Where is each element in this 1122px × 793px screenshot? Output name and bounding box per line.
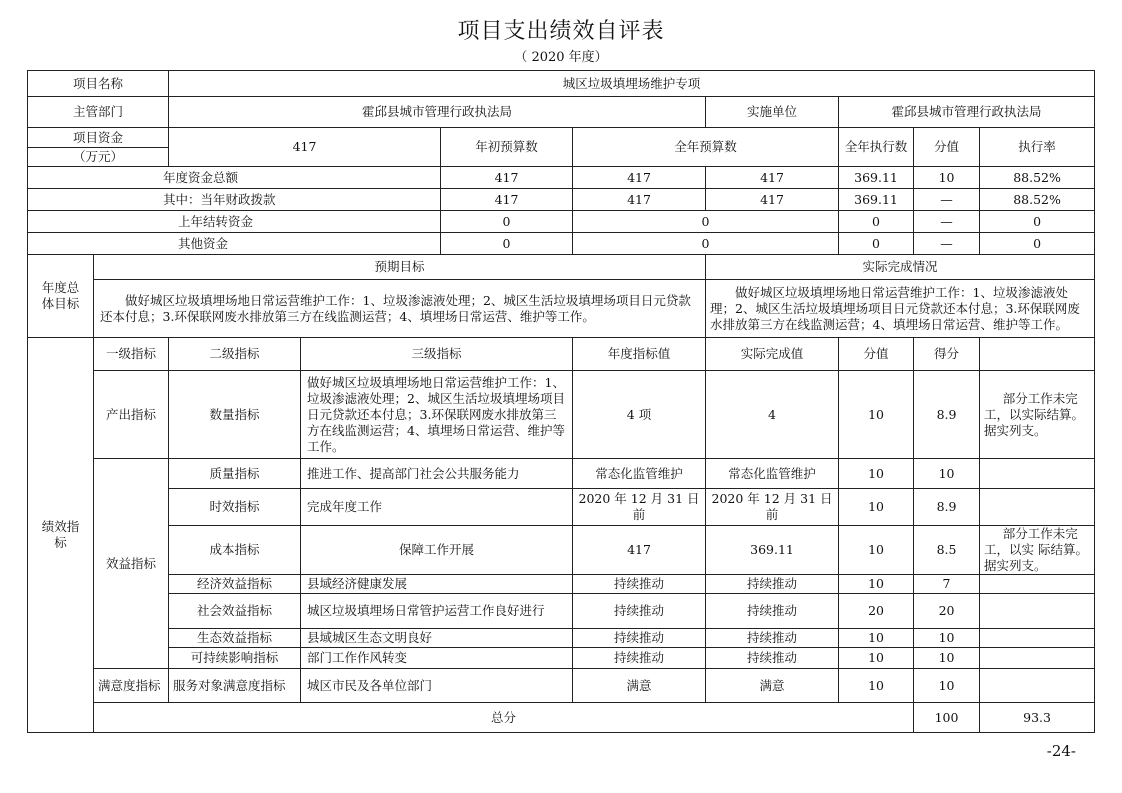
impl-value: 霍邱县城市管理行政执法局: [839, 97, 1095, 128]
row-funds-carryover: [28, 211, 1095, 233]
indicator-score: 20: [914, 594, 980, 629]
funds-label: [28, 128, 169, 167]
col-annual-exec: 全年执行数: [839, 128, 914, 167]
row-output-quantity: [28, 371, 1095, 459]
indicator-note: [980, 489, 1095, 526]
indicator-note: 部分工作未完工，以实 际结算。据实列支。: [980, 526, 1095, 575]
total-weight: 100: [914, 703, 980, 733]
col-weight: 分值: [914, 128, 980, 167]
indicator-score: 10: [914, 669, 980, 703]
perf-col-l2: 二级指标: [169, 338, 301, 371]
funds-exec: 0: [839, 211, 914, 233]
dept-value: 霍邱县城市管理行政执法局: [169, 97, 706, 128]
indicator-target: 417: [573, 526, 706, 575]
row-goals-content: [28, 280, 1095, 338]
funds-row-label: 其他资金: [28, 233, 441, 255]
indicator-note: [980, 575, 1095, 594]
indicator-l3: 完成年度工作: [301, 489, 573, 526]
goals-label: 年度总体目标: [28, 255, 94, 338]
perf-col-actual: 实际完成值: [706, 338, 839, 371]
row-perf-header: [28, 338, 1095, 371]
funds-exec: 0: [839, 233, 914, 255]
actual-result-text: 做好城区垃圾填埋场地日常运营维护工作：1、垃圾渗滤液处理；2、城区生活垃圾填埋场项目日元贷款还本付息；3.环保联网废水排放第三方在线监测运营；4、填埋场日常运营、维护等工作。: [706, 280, 1095, 338]
indicator-l3: 县域城区生态文明良好: [301, 629, 573, 648]
project-name-value: 城区垃圾填埋场维护专项: [169, 71, 1095, 97]
indicator-weight: 10: [839, 648, 914, 669]
indicator-l2: 服务对象满意度指标: [169, 669, 301, 703]
indicator-weight: 10: [839, 526, 914, 575]
indicator-note: [980, 459, 1095, 489]
indicator-note: 部分工作未完工，以实际结算。据实列支。: [980, 371, 1095, 459]
row-effect-quality: [28, 459, 1095, 489]
indicator-target: 满意: [573, 669, 706, 703]
expected-goal-label: 预期目标: [94, 255, 706, 280]
row-total: [28, 703, 1095, 733]
funds-rate: 0: [980, 211, 1095, 233]
evaluation-table: [27, 70, 1095, 733]
indicator-l3: 部门工作作风转变: [301, 648, 573, 669]
indicator-score: 8.5: [914, 526, 980, 575]
indicator-actual: 持续推动: [706, 594, 839, 629]
perf-col-weight: 分值: [839, 338, 914, 371]
row-effect-cost: [28, 526, 1095, 575]
funds-initial: 417: [441, 189, 573, 211]
row-effect-ecological: [28, 629, 1095, 648]
indicator-weight: 10: [839, 371, 914, 459]
indicator-l3: 城区垃圾填埋场日常管护运营工作良好进行: [301, 594, 573, 629]
indicator-l3: 城区市民及各单位部门: [301, 669, 573, 703]
indicator-weight: 10: [839, 575, 914, 594]
indicator-target: 持续推动: [573, 648, 706, 669]
funds-initial: 0: [441, 233, 573, 255]
indicator-target: 持续推动: [573, 629, 706, 648]
row-funds-header: [28, 128, 1095, 167]
funds-row-label: 年度资金总额: [28, 167, 441, 189]
year-line: （ 2020 年度）: [514, 50, 608, 65]
funds-weight: —: [914, 233, 980, 255]
indicator-note: [980, 594, 1095, 629]
indicator-score: 10: [914, 459, 980, 489]
funds-initial: 417: [441, 167, 573, 189]
output-l1: 产出指标: [94, 371, 169, 459]
row-effect-timeliness: [28, 489, 1095, 526]
row-funds-fiscal: [28, 189, 1095, 211]
funds-label-line1: 项目资金: [28, 129, 168, 148]
funds-label-line2: （万元）: [73, 148, 124, 164]
perf-col-l3: 三级指标: [301, 338, 573, 371]
indicator-l2: 数量指标: [169, 371, 301, 459]
funds-annual: 0: [573, 211, 839, 233]
page-title: 项目支出绩效自评表: [457, 19, 665, 44]
indicator-actual: 2020 年 12 月 31 日前: [706, 489, 839, 526]
indicator-l2: 经济效益指标: [169, 575, 301, 594]
indicator-score: 8.9: [914, 371, 980, 459]
indicator-score: 8.9: [914, 489, 980, 526]
dept-label: 主管部门: [28, 97, 169, 128]
row-effect-sustainable: [28, 648, 1095, 669]
funds-rate: 88.52%: [980, 189, 1095, 211]
project-name-label: 项目名称: [28, 71, 169, 97]
funds-rate: 88.52%: [980, 167, 1095, 189]
expected-goal-text: 做好城区垃圾填埋场地日常运营维护工作：1、垃圾渗滤液处理；2、城区生活垃圾填埋场项目日元贷款还本付息；3.环保联网废水排放第三方在线监测运营；4、填埋场日常运营、维护等工作。: [94, 280, 706, 338]
funds-row-label: 上年结转资金: [28, 211, 441, 233]
funds-annual-a: 417: [573, 167, 706, 189]
perf-col-target: 年度指标值: [573, 338, 706, 371]
indicator-note: [980, 648, 1095, 669]
indicator-actual: 369.11: [706, 526, 839, 575]
col-initial-budget: 年初预算数: [441, 128, 573, 167]
actual-result-label: 实际完成情况: [706, 255, 1095, 280]
total-label: 总分: [94, 703, 914, 733]
row-effect-social: [28, 594, 1095, 629]
indicator-note: [980, 669, 1095, 703]
page-number: -24-: [1046, 742, 1076, 760]
funds-exec: 369.11: [839, 167, 914, 189]
indicator-note: [980, 629, 1095, 648]
col-exec-rate: 执行率: [980, 128, 1095, 167]
perf-label: 绩效指标: [28, 338, 94, 733]
row-satisfaction: [28, 669, 1095, 703]
indicator-actual: 常态化监管维护: [706, 459, 839, 489]
indicator-target: 4 项: [573, 371, 706, 459]
impl-label: 实施单位: [706, 97, 839, 128]
indicator-l2: 可持续影响指标: [169, 648, 301, 669]
row-effect-economic: [28, 575, 1095, 594]
indicator-weight: 10: [839, 489, 914, 526]
indicator-l3: 做好城区垃圾填埋场地日常运营维护工作：1、垃圾渗滤液处理；2、城区生活垃圾填埋场项目日元贷款还本付息；3.环保联网废水排放第三方在线监测运营；4、填埋场日常运营、维护等工作。: [301, 371, 573, 459]
indicator-target: 2020 年 12 月 31 日前: [573, 489, 706, 526]
indicator-l2: 生态效益指标: [169, 629, 301, 648]
indicator-weight: 10: [839, 629, 914, 648]
perf-col-l1: 一级指标: [94, 338, 169, 371]
funds-row-label: 其中：当年财政拨款: [28, 189, 441, 211]
funds-annual-a: 417: [573, 189, 706, 211]
indicator-target: 持续推动: [573, 575, 706, 594]
perf-col-note: [980, 338, 1095, 371]
indicator-weight: 10: [839, 669, 914, 703]
indicator-score: 10: [914, 648, 980, 669]
indicator-l2: 社会效益指标: [169, 594, 301, 629]
indicator-actual: 持续推动: [706, 648, 839, 669]
perf-col-score: 得分: [914, 338, 980, 371]
indicator-l2: 质量指标: [169, 459, 301, 489]
row-funds-total: [28, 167, 1095, 189]
indicator-target: 持续推动: [573, 594, 706, 629]
effect-l1: 效益指标: [94, 459, 169, 669]
funds-annual-b: 417: [706, 167, 839, 189]
funds-initial: 0: [441, 211, 573, 233]
indicator-l3: 推进工作、提高部门社会公共服务能力: [301, 459, 573, 489]
satisfaction-l1: 满意度指标: [94, 669, 169, 703]
funds-annual-b: 417: [706, 189, 839, 211]
indicator-score: 10: [914, 629, 980, 648]
indicator-target: 常态化监管维护: [573, 459, 706, 489]
indicator-l2: 成本指标: [169, 526, 301, 575]
indicator-l3: 保障工作开展: [301, 526, 573, 575]
row-goals-header: [28, 255, 1095, 280]
funds-weight: —: [914, 189, 980, 211]
funds-exec: 369.11: [839, 189, 914, 211]
funds-annual: 0: [573, 233, 839, 255]
indicator-actual: 4: [706, 371, 839, 459]
indicator-actual: 持续推动: [706, 629, 839, 648]
total-score: 93.3: [980, 703, 1095, 733]
indicator-l2: 时效指标: [169, 489, 301, 526]
col-annual-budget: 全年预算数: [573, 128, 839, 167]
indicator-actual: 持续推动: [706, 575, 839, 594]
row-project-name: [28, 71, 1095, 97]
indicator-score: 7: [914, 575, 980, 594]
funds-weight: —: [914, 211, 980, 233]
indicator-actual: 满意: [706, 669, 839, 703]
indicator-l3: 县域经济健康发展: [301, 575, 573, 594]
funds-rate: 0: [980, 233, 1095, 255]
indicator-weight: 10: [839, 459, 914, 489]
row-department: [28, 97, 1095, 128]
indicator-weight: 20: [839, 594, 914, 629]
funds-weight: 10: [914, 167, 980, 189]
row-funds-other: [28, 233, 1095, 255]
funds-top-value: 417: [169, 128, 441, 167]
